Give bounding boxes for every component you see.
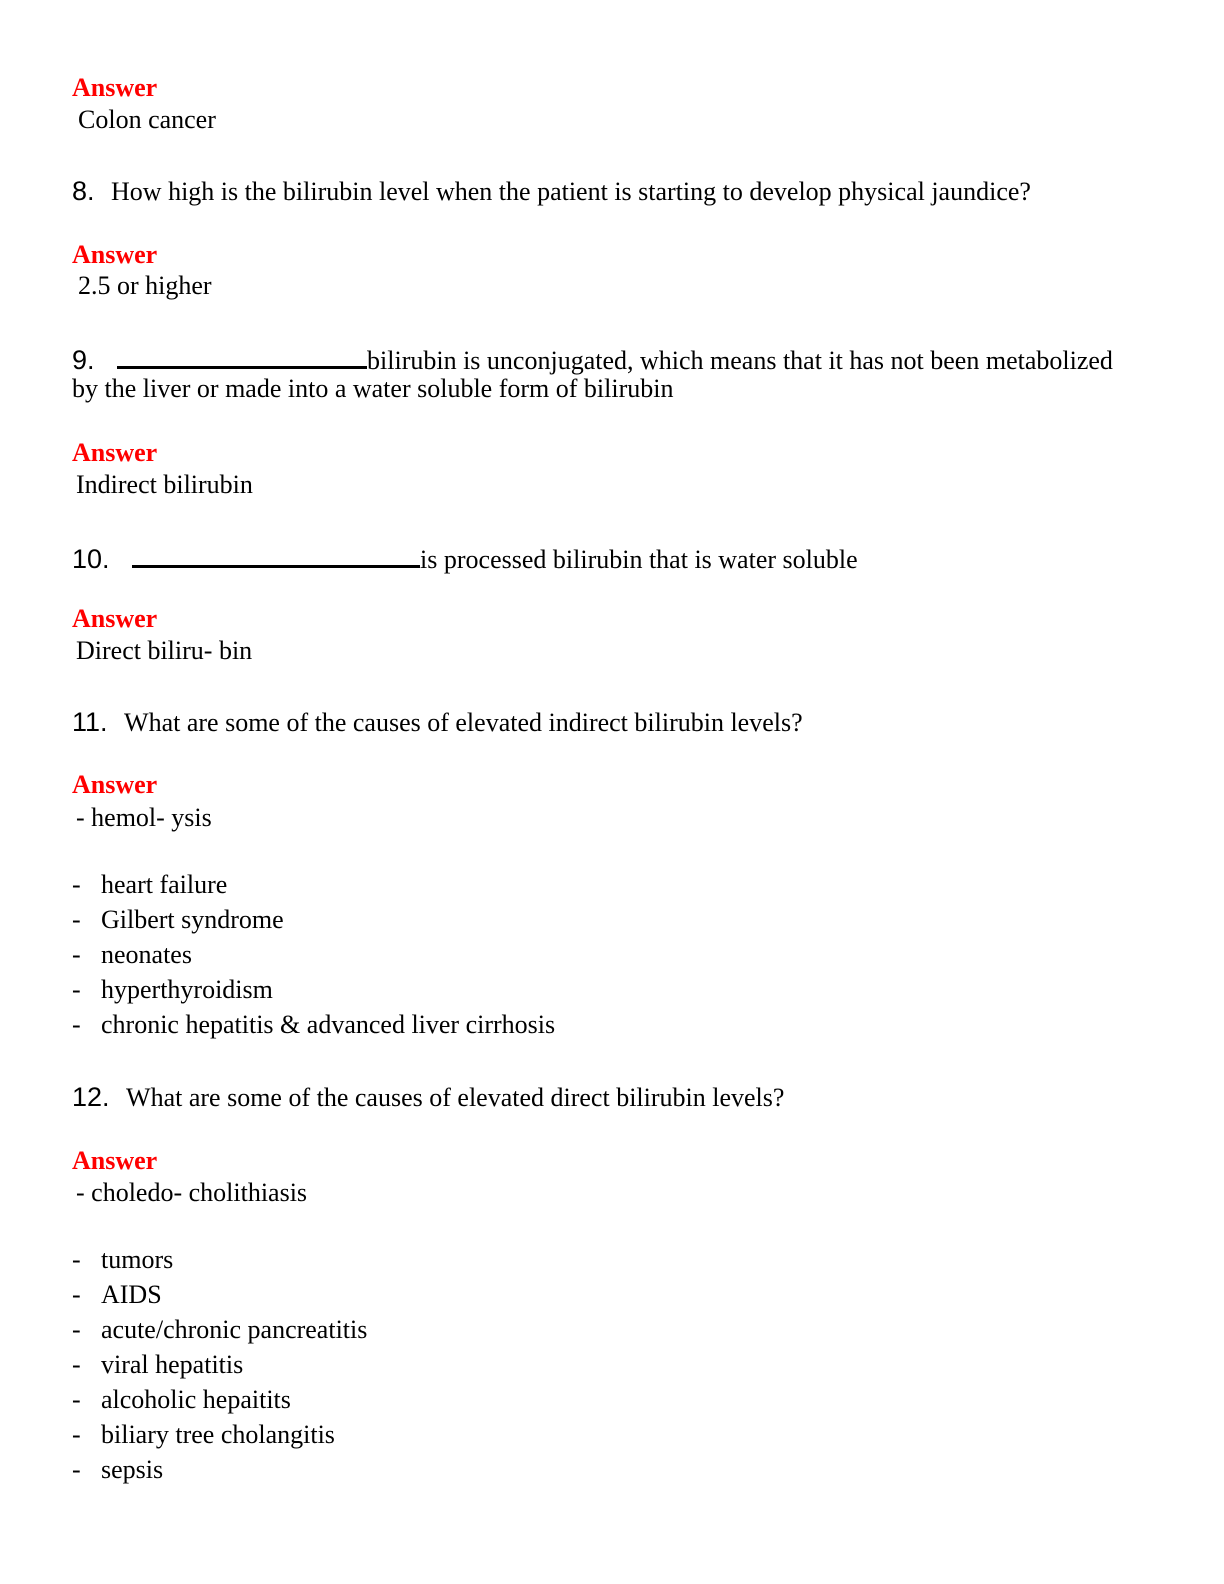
question-11 (72, 707, 803, 738)
q11-answer-first: - hemol- ysis (76, 803, 212, 832)
q9-answer-label: Answer (72, 438, 158, 467)
question-12-number: 12. (72, 1082, 110, 1112)
dash: - (72, 1455, 81, 1484)
q8-answer-label: Answer (72, 240, 158, 269)
dash: - (72, 1280, 81, 1309)
question-12 (72, 1082, 784, 1113)
dash: - (72, 1420, 81, 1449)
list-item-text: heart failure (101, 870, 228, 899)
dash: - (72, 1385, 81, 1414)
question-9-text: bilirubin is unconjugated, which means that it has not been metabolized (367, 346, 1113, 375)
dash: - (72, 1245, 81, 1274)
question-9-number: 9. (72, 345, 95, 375)
q10-answer-text: Direct biliru- bin (76, 636, 253, 665)
dash: - (72, 870, 81, 899)
question-8-number: 8. (72, 176, 95, 206)
dash: - (72, 940, 81, 969)
dash: - (72, 905, 81, 934)
question-9-line-2: by the liver or made into a water soluble form of bilirubin (72, 374, 674, 403)
list-item-text: tumors (101, 1245, 174, 1274)
question-10-text: is processed bilirubin that is water soluble (420, 545, 858, 574)
list-item-text: chronic hepatitis & advanced liver cirrhosis (101, 1010, 556, 1039)
q10-answer-label: Answer (72, 604, 158, 633)
list-item-text: neonates (101, 940, 192, 969)
q11-answer-label: Answer (72, 770, 158, 799)
q12-answer-label: Answer (72, 1146, 158, 1175)
question-9 (72, 342, 1113, 376)
question-11-text: What are some of the causes of elevated indirect bilirubin levels? (124, 708, 803, 737)
question-10 (72, 541, 858, 575)
question-11-number: 11. (72, 707, 108, 737)
list-item-text: alcoholic hepaitits (101, 1385, 291, 1414)
question-8 (72, 176, 1031, 207)
q8-answer-text: 2.5 or higher (78, 271, 212, 300)
q9-answer-text: Indirect bilirubin (76, 470, 253, 499)
list-item-text: hyperthyroidism (101, 975, 273, 1004)
dash: - (72, 1010, 81, 1039)
list-item-text: Gilbert syndrome (101, 905, 284, 934)
question-10-number: 10. (72, 544, 110, 574)
list-item-text: acute/chronic pancreatitis (101, 1315, 368, 1344)
q12-answer-first: - choledo- cholithiasis (76, 1178, 308, 1207)
list-item-text: AIDS (101, 1280, 162, 1309)
dash: - (72, 1350, 81, 1379)
list-item-text: viral hepatitis (101, 1350, 244, 1379)
list-item-text: sepsis (101, 1455, 164, 1484)
question-10-blank (132, 541, 420, 568)
q7-answer-label: Answer (72, 73, 158, 102)
question-8-text: How high is the bilirubin level when the patient is starting to develop physical jaundice? (111, 177, 1031, 206)
dash: - (72, 975, 81, 1004)
question-12-text: What are some of the causes of elevated direct bilirubin levels? (126, 1083, 785, 1112)
q7-answer-text: Colon cancer (78, 105, 216, 134)
question-9-blank (117, 342, 367, 369)
list-item-text: biliary tree cholangitis (101, 1420, 335, 1449)
dash: - (72, 1315, 81, 1344)
